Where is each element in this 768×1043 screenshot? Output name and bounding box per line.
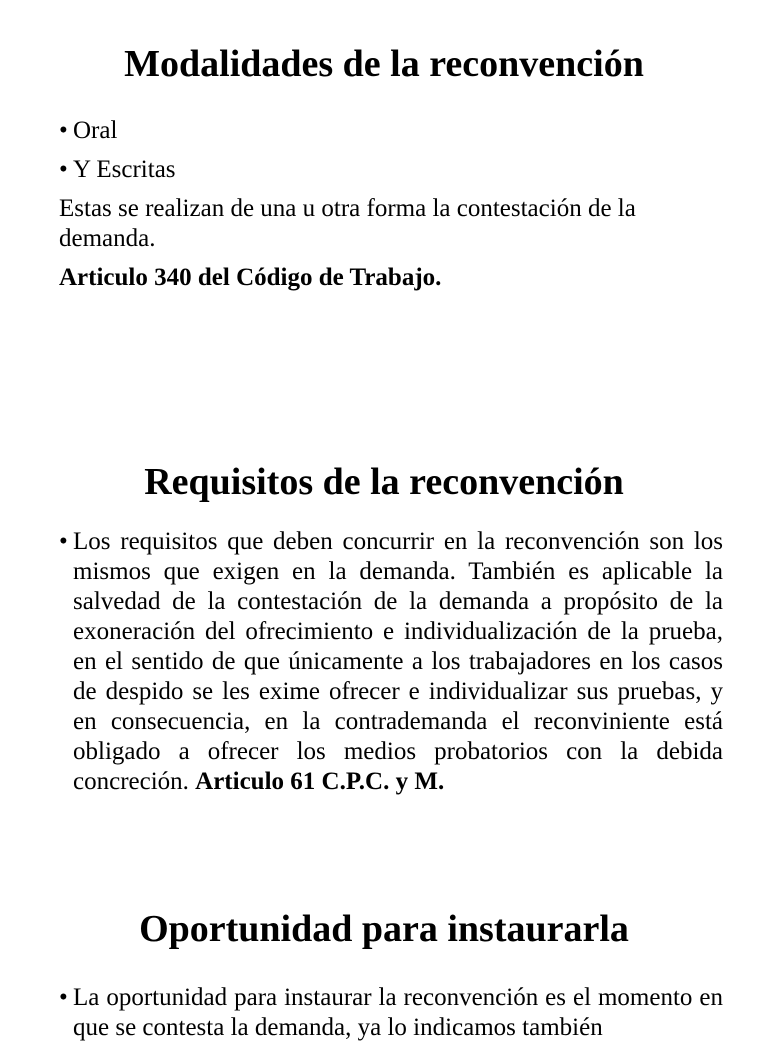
bullet-icon: • (59, 156, 68, 183)
section-oportunidad (0, 907, 768, 1041)
section-title: Requisitos de la reconvención (144, 461, 624, 503)
section-title: Modalidades de la reconvención (124, 43, 644, 85)
bullet-item-oral (59, 116, 723, 146)
bullet-icon: • (59, 117, 68, 144)
section-modalidades (0, 42, 768, 291)
section-requisitos (0, 460, 768, 795)
section-title: Oportunidad para instaurarla (139, 908, 629, 950)
bullet-text: La oportunidad para instaurar la reconvención es el momento en que se contesta la demanda, ya lo indicamos también (73, 984, 723, 1041)
bullet-icon: • (59, 984, 68, 1011)
legal-reference: Articulo 340 del Código de Trabajo. (59, 264, 442, 291)
legal-reference: Articulo 61 C.P.C. y M. (195, 768, 445, 795)
paragraph: Estas se realizan de una u otra forma la contestación de la demanda. (59, 195, 636, 252)
bullet-icon: • (59, 528, 68, 555)
bullet-text: Y Escritas (73, 156, 176, 183)
bullet-item (59, 527, 723, 797)
bullet-item (59, 983, 723, 1043)
bullet-text: Los requisitos que deben concurrir en la reconvención son los mismos que exigen en la demanda. También es aplicable la salvedad de la contestación de la demanda a propósito de la exoneración del ofrecimiento e individualización de la prueba, en el sentido de que únicamente a los trabajadores en los casos de despido se les exime ofrecer e individualizar sus pruebas, y en consecuencia, en la contrademanda el reconviniente está obligado a ofrecer los medios probatorios con la debida concreción. (73, 528, 723, 795)
bullet-item-escritas (59, 155, 723, 185)
bullet-text: Oral (73, 117, 118, 144)
